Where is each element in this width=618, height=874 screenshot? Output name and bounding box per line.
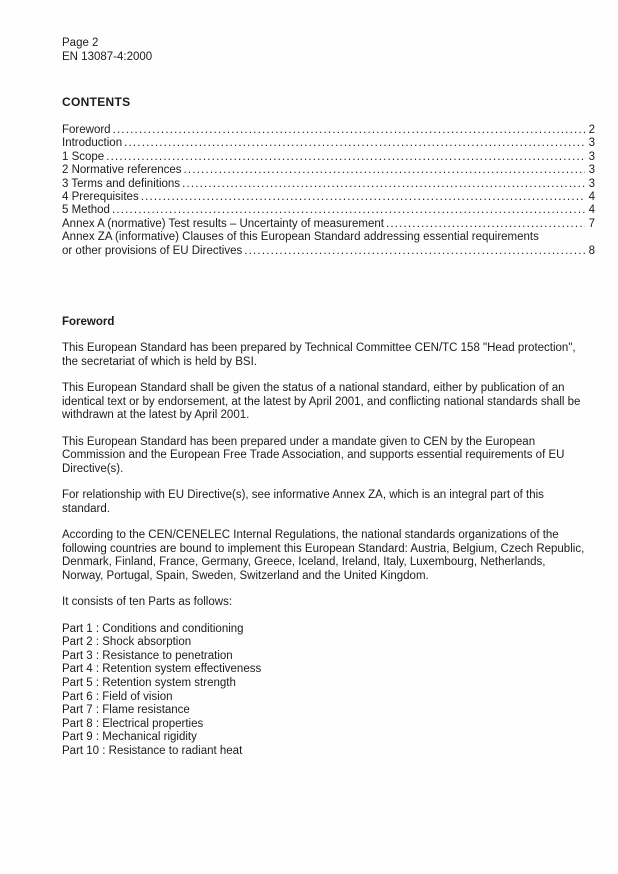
foreword-paragraph: According to the CEN/CENELEC Internal Regulations, the national standards organizations of the following countries are bound to implement this European Standard: Austria, Belgium, Czech Republic, Denmark, Finland, France, Germany, Greece, Iceland, Ireland, Italy, Luxembourg, Netherlands, Norway, Portugal, Spain, Sweden, Switzerland and the United Kingdom. <box>62 529 585 582</box>
dot-leader <box>113 124 585 137</box>
toc-entry <box>62 231 595 244</box>
part-list-item: Part 8 : Electrical properties <box>62 717 204 730</box>
toc-entry-label: Annex A (normative) Test results – Uncertainty of measurement <box>62 217 384 230</box>
part-list-item: Part 2 : Shock absorption <box>62 636 192 649</box>
toc-entry <box>62 164 595 177</box>
toc-entry-page: 3 <box>588 177 595 190</box>
toc-entry <box>62 124 595 137</box>
dot-leader <box>112 204 585 217</box>
foreword-paragraph: This European Standard has been prepared by Technical Committee CEN/TC 158 "Head protection", the secretariat of which is held by BSI. <box>62 342 576 368</box>
standard-reference: EN 13087-4:2000 <box>62 50 153 63</box>
toc-entry-page: 4 <box>588 204 595 217</box>
toc-entry-label: 5 Method <box>62 204 110 217</box>
toc-entry-label: Annex ZA (informative) Clauses of this European Standard addressing essential requirements <box>62 231 539 244</box>
parts-list <box>62 623 595 759</box>
toc-entry-page: 7 <box>588 217 595 230</box>
toc-entry <box>62 204 595 217</box>
dot-leader <box>124 137 585 150</box>
contents-heading: CONTENTS <box>62 95 131 109</box>
foreword-paragraph: This European Standard shall be given the status of a national standard, either by publication of an identical text or by endorsement, at the latest by April 2001, and conflicting national standards shall be withdrawn at the latest by April 2001. <box>62 382 581 422</box>
toc-entry-label: 3 Terms and definitions <box>62 177 181 190</box>
part-list-item: Part 9 : Mechanical rigidity <box>62 731 197 744</box>
toc-entry <box>62 191 595 204</box>
dot-leader <box>106 151 585 164</box>
foreword-paragraph: For relationship with EU Directive(s), see informative Annex ZA, which is an integral part of this standard. <box>62 489 544 515</box>
dot-leader <box>182 178 585 191</box>
part-list-item: Part 1 : Conditions and conditioning <box>62 622 244 635</box>
toc-entry-page: 4 <box>588 191 595 204</box>
foreword-paragraph: This European Standard has been prepared under a mandate given to CEN by the European Commission and the European Free Trade Association, and supports essential requirements of EU Directive(s). <box>62 435 565 475</box>
part-list-item: Part 6 : Field of vision <box>62 690 173 703</box>
toc-entry-page: 8 <box>588 244 595 257</box>
dot-leader <box>386 218 585 231</box>
table-of-contents <box>62 124 595 258</box>
toc-entry-page: 3 <box>588 150 595 163</box>
toc-entry-page: 3 <box>588 164 595 177</box>
toc-entry-label: Introduction <box>62 137 123 150</box>
toc-entry-page: 2 <box>588 124 595 136</box>
part-list-item: Part 7 : Flame resistance <box>62 704 190 717</box>
foreword-heading: Foreword <box>62 316 115 329</box>
toc-entry-label: Foreword <box>62 124 111 136</box>
page-header <box>62 37 595 64</box>
part-list-item: Part 3 : Resistance to penetration <box>62 649 233 662</box>
toc-entry-page: 3 <box>588 137 595 150</box>
toc-entry <box>62 178 595 191</box>
toc-entry <box>62 151 595 164</box>
part-list-item: Part 5 : Retention system strength <box>62 676 236 689</box>
part-list-item: Part 10 : Resistance to radiant heat <box>62 744 243 757</box>
dot-leader <box>184 164 585 177</box>
foreword-paragraph: It consists of ten Parts as follows: <box>62 596 233 609</box>
part-list-item: Part 4 : Retention system effectiveness <box>62 663 262 676</box>
toc-entry <box>62 218 595 231</box>
dot-leader <box>244 245 585 258</box>
toc-entry-label: 2 Normative references <box>62 164 182 177</box>
toc-entry <box>62 137 595 150</box>
toc-entry-label: or other provisions of EU Directives <box>62 244 243 257</box>
toc-entry-label: 1 Scope <box>62 150 105 163</box>
page-number-label: Page 2 <box>62 37 99 49</box>
toc-entry <box>62 245 595 258</box>
dot-leader <box>141 191 585 204</box>
toc-entry-label: 4 Prerequisites <box>62 191 139 204</box>
